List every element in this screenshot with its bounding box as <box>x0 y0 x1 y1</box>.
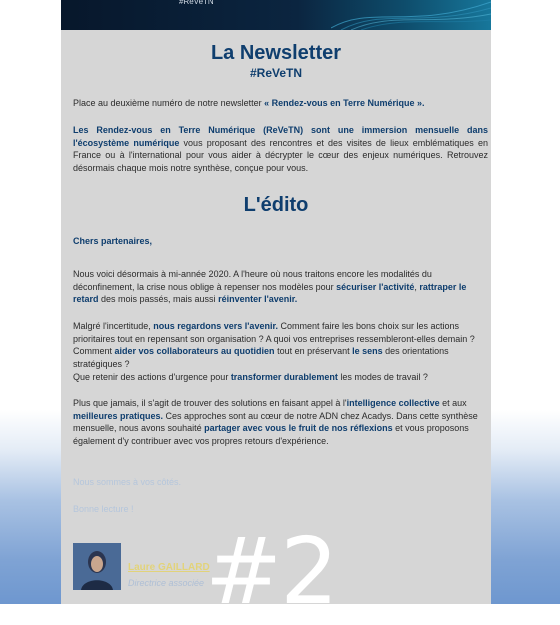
body-text: , <box>414 281 420 292</box>
page-hashtag: #ReVeTN <box>249 66 303 80</box>
emphasis-text: rattraper le retard <box>73 281 467 305</box>
body-text: Comment faire les bons choix sur les actions prioritaires tout en repensant son organisation ? A quoi vos entreprises ressembleront-elles demain ? Comment <box>73 321 475 357</box>
edito-paragraph-2-questions <box>73 320 488 371</box>
banner-hashtag: #ReVeTN <box>179 0 214 6</box>
edito-heading: L'édito <box>243 194 309 216</box>
body-text: les modes de travail ? <box>337 371 428 382</box>
edito-closing-1: Nous sommes à vos côtés. <box>73 477 182 487</box>
emphasis-text: transformer durablement <box>230 371 338 382</box>
body-text: des orientations stratégiques ? <box>73 346 449 370</box>
author-name-link[interactable]: Laure GAILLARD <box>128 562 210 573</box>
body-text: tout en préservant <box>274 346 353 357</box>
intro-paragraph-2: Les Rendez-vous en Terre Numérique (ReVeTN) sont une immersion mensuelle dans l'écosystème numérique vous proposant des rencontres et des visites de lieux emblématiques en France ou à l'international pour vous aider à décrypter le cœur des enjeux numériques. Retrouvez désormais chaque mois notre synthèse, conçue pour vous. <box>73 125 488 174</box>
body-text: des mois passés, mais aussi <box>98 294 219 305</box>
emphasis-text: meilleures pratiques. <box>73 410 164 421</box>
page-title: La Newsletter <box>210 42 342 64</box>
emphasis-text: intelligence collective <box>346 398 440 408</box>
edito-paragraph-2 <box>73 320 488 384</box>
intro-paragraph-1: Place au deuxième numéro de notre newsletter « Rendez-vous en Terre Numérique ». <box>73 98 425 108</box>
body-text: Plus que jamais, il s'agit de trouver des solutions en faisant appel à l' <box>73 398 347 408</box>
body-text: Malgré l'incertitude, <box>73 321 154 331</box>
body-text: et aux <box>439 398 467 408</box>
emphasis-text: nous regardons vers l'avenir. <box>153 321 278 331</box>
edito-greeting: Chers partenaires, <box>73 236 153 246</box>
body-text: Nous voici désormais à mi-année 2020. A l'heure où nous traitons encore les modalités du déconfinement, la crise nous oblige à repenser nos modèles pour <box>73 269 432 292</box>
banner-wave-graphic <box>331 0 491 30</box>
header-banner <box>61 0 491 30</box>
emphasis-text: aider vos collaborateurs au quotidien <box>114 346 275 357</box>
edito-paragraph-3 <box>73 397 488 448</box>
emphasis-text: partager avec vous le fruit de nos réflexions <box>204 423 393 434</box>
edito-paragraph-2-last <box>73 371 488 384</box>
avatar-portrait-icon <box>73 543 121 590</box>
author-role: Directrice associée <box>128 578 205 588</box>
issue-number: #2 <box>205 518 337 625</box>
emphasis-text: le sens <box>352 346 383 357</box>
edito-closing-2: Bonne lecture ! <box>73 504 134 514</box>
edito-paragraph-1 <box>73 268 488 306</box>
author-avatar <box>73 543 121 590</box>
emphasis-text: réinventer l'avenir. <box>218 294 298 305</box>
body-text: Que retenir des actions d'urgence pour <box>73 371 231 382</box>
emphasis-text: sécuriser l'activité <box>336 281 415 292</box>
body-text: et vous proposons également d'y contribuer avec vos propres retours d'expérience. <box>73 423 469 447</box>
body-text: Ces approches sont au cœur de notre ADN chez Acadys. Dans cette synthèse mensuelle, nous avons souhaité <box>73 410 478 434</box>
